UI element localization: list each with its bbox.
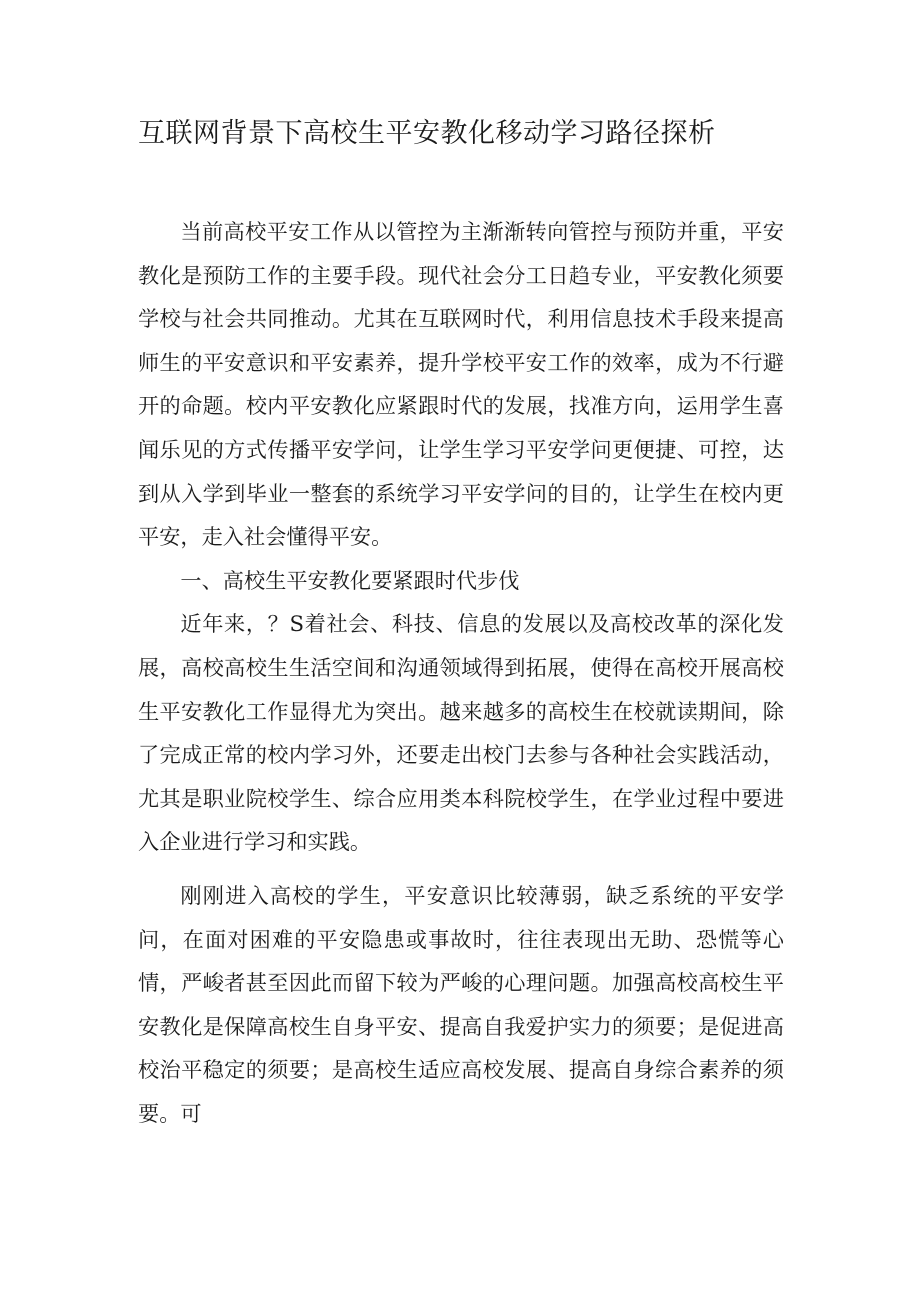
document-title: 互联网背景下高校生平安教化移动学习路径探析 xyxy=(138,118,716,149)
document-body xyxy=(138,210,784,1135)
paragraph-gap xyxy=(138,864,784,874)
paragraph-background: 近年来，？S着社会、科技、信息的发展以及高校改革的深化发展，高校高校生生活空间和沟通领域得到拓展，使得在高校开展高校生平安教化工作显得尤为突出。越来越多的高校生在校就读期间，除了完成正常的校内学习外，还要走出校门去参与各种社会实践活动，尤其是职业院校学生、综合应用类本科院校学生，在学业过程中要进入企业进行学习和实践。 xyxy=(138,611,784,855)
paragraph-intro: 当前高校平安工作从以管控为主渐渐转向管控与预防并重，平安教化是预防工作的主要手段。现代社会分工日趋专业，平安教化须要学校与社会共同推动。尤其在互联网时代，利用信息技术手段来提高师生的平安意识和平安素养，提升学校平安工作的效率，成为不行避开的命题。校内平安教化应紧跟时代的发展，找准方向，运用学生喜闻乐见的方式传播平安学问，让学生学习平安学问更便捷、可控，达到从入学到毕业一整套的系统学习平安学问的目的，让学生在校内更平安，走入社会懂得平安。 xyxy=(138,219,784,550)
paragraph-freshmen: 刚刚进入高校的学生，平安意识比较薄弱，缺乏系统的平安学问，在面对困难的平安隐患或事故时，往往表现出无助、恐慌等心情，严峻者甚至因此而留下较为严峻的心理问题。加强高校高校生平安教化是保障高校生自身平安、提高自我爱护实力的须要；是促进高校治平稳定的须要；是高校生适应高校发展、提高自身综合素养的须要。可 xyxy=(138,882,784,1126)
section-heading: 一、高校生平安教化要紧跟时代步伐 xyxy=(180,567,520,593)
